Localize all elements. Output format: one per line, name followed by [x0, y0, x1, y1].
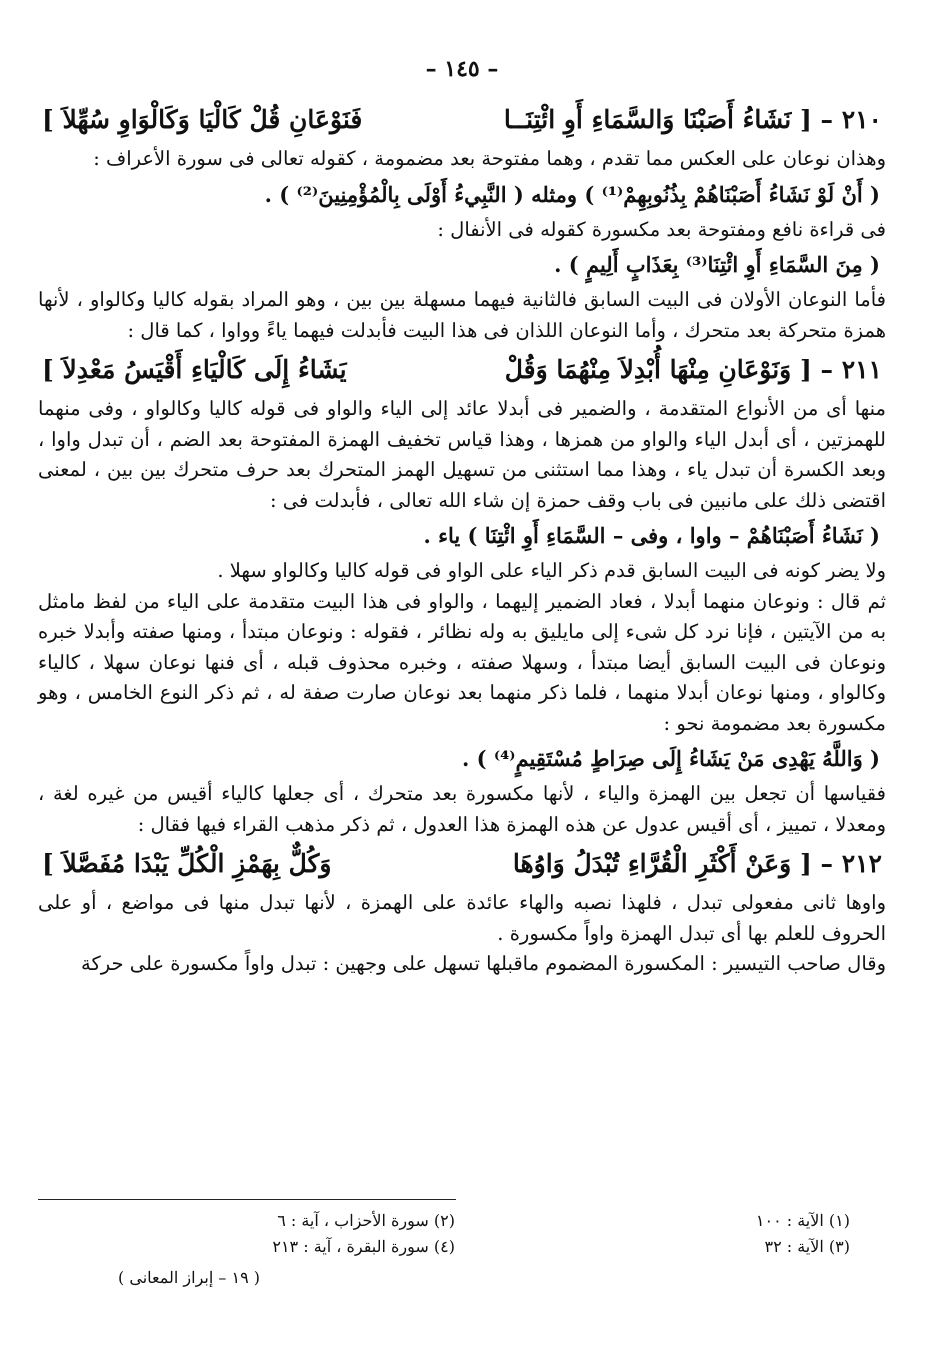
- footnote-4: (٤) سورة البقرة ، آية : ٢١٣: [272, 1237, 455, 1256]
- paragraph: وقال صاحب التيسير : المكسورة المضموم ماقبلها تسهل على وجهين : تبدل واواً مكسورة على حركة: [81, 952, 886, 975]
- paragraph: وهذان نوعان على العكس مما تقدم ، وهما مفتوحة بعد مضمومة ، كقوله تعالى فى سورة الأعراف :: [93, 147, 886, 170]
- page-number: – ١٤٥ –: [425, 56, 499, 82]
- footnotes: [60, 1208, 850, 1260]
- paragraph: ولا يضر كونه فى البيت السابق قدم ذكر الياء على الواو فى قوله كاليا وكالواو سهلا .: [217, 559, 886, 582]
- paragraph: فى قراءة نافع ومفتوحة بعد مكسورة كقوله فى الأنفال :: [437, 217, 886, 241]
- footnote-2: (٢) سورة الأحزاب ، آية : ٦: [277, 1211, 455, 1230]
- paragraph: فقياسها أن تجعل بين الهمزة والياء ، لأنها مكسورة بعد متحرك ، أى جعلها كالياء أقيس من غيره لغة ، ومعدلا ، تمييز ، أى أقيس عدول عن هذه الهمزة هذا العدول ، ثم ذكر مذهب القراء فيها فقال :: [38, 782, 886, 836]
- footnote-divider: [38, 1199, 456, 1200]
- footnote-3: (٣) الآية : ٣٢: [764, 1237, 850, 1256]
- verse-first-hemistich: ٢١٠ – [ نَشَاءُ أَصَبْنَا وَالسَّمَاءِ أَوِ ائْتِنَــا: [503, 105, 882, 134]
- verse-212: [38, 840, 886, 888]
- quranic-quote: ( مِنَ السَّمَاءِ أَوِ ائْتِنَا⁽³⁾ بِعَذَابٍ أَلِيمٍ ) .: [554, 252, 880, 277]
- verse-first-hemistich: ٢١٢ – [ وَعَنْ أَكْثَرِ الْقُرَّاءِ تُبْدَلُ وَاوُهَا: [512, 849, 882, 878]
- verse-second-hemistich: فَنَوْعَانِ قُلْ كَالْيَا وَكَالْوَاوِ سُهِّلاَ ]: [42, 105, 363, 134]
- verse-first-hemistich: ٢١١ – [ وَنَوْعَانِ مِنْهَا أُبْدِلاَ مِنْهُمَا وَقُلْ: [504, 355, 882, 384]
- verse-second-hemistich: يَشَاءُ إِلَى كَالْيَاءِ أَقْيَسُ مَعْدِلاَ ]: [42, 355, 347, 384]
- verse-211: [38, 346, 886, 394]
- footnote-row: [60, 1208, 850, 1234]
- verse-210: [38, 96, 886, 144]
- verse-second-hemistich: وَكُلٌّ بِهَمْزِ الْكُلِّ يَبْدَا مُفَصَّلاَ ]: [42, 849, 332, 878]
- quranic-quote: ( وَاللَّهُ يَهْدِى مَنْ يَشَاءُ إِلَى صِرَاطٍ مُسْتَقِيمٍ⁽⁴⁾ ) .: [461, 746, 880, 771]
- quranic-quote: ( أَنْ لَوْ نَشَاءُ أَصَبْنَاهُمْ بِذُنُوبِهِمْ⁽¹⁾ ) ومثله ( النَّبِيءُ أَوْلَى بِالْمُؤْمِنِينَ⁽²⁾ ) .: [264, 181, 880, 207]
- paragraph: واوها ثانى مفعولى تبدل ، فلهذا نصبه والهاء عائدة على الهمزة ، لأنها تبدل منها فى مواضع ، أو على الحروف للعلم بها أى تبدل الهمزة واواً مكسورة .: [38, 891, 886, 945]
- footnote-row: [60, 1234, 850, 1260]
- quranic-quote: ( نَشَاءُ أَصَبْنَاهُمْ – واوا ، وفى – السَّمَاءِ أَوِ ائْتِنَا ) ياء .: [423, 523, 880, 548]
- book-signature: ( ١٩ – إبراز المعانى ): [118, 1268, 260, 1287]
- paragraph: منها أى من الأنواع المتقدمة ، والضمير فى أبدلا عائد إلى الياء والواو فى قوله كاليا وكالواو ، وفى منهما للهمزتين ، أى أبدل الياء والواو من همزها ، وهذا قياس تخفيف الهمزة المفتوحة بعد الضم ، أن تبدل واوا ، وبعد الكسرة أن تبدل ياء ، وهذا مما استثنى من تسهيل الهمز المتحرك بعد حرف متحرك بين بين ، لمعنى اقتضى ذلك على مانبين فى باب وقف حمزة إن شاء الله تعالى ، فأبدلت فى :: [38, 397, 886, 512]
- page-body: [38, 52, 886, 1352]
- footnote-1: (١) الآية : ١٠٠: [755, 1211, 850, 1230]
- paragraph: ثم قال : ونوعان منهما أبدلا ، فعاد الضمير إليهما ، والواو فى هذا البيت متقدمة على الياء من لفظ مامثل به من الآيتين ، فإنا نرد كل شىء إلى مايليق به وله نظائر ، فقوله : ونوعان مبتدأ ، ومنها صفته وأبدلا خبره ونوعان فى البيت السابق أيضا مبتدأ ، وسهلا صفته ، وخبره محذوف قبله ، أى فنها نوعان سهلا ، كالياء وكالواو ، ومنها نوعان أبدلا منهما ، فلما ذكر منهما بعد نوعان صارت صفة له ، ثم ذكر النوع الخامس ، وهو مكسورة بعد مضمومة نحو :: [38, 589, 886, 735]
- paragraph: فأما النوعان الأولان فى البيت السابق فالثانية فيهما مسهلة بين بين ، وهو المراد بقوله كاليا وكالواو ، لأنها همزة متحركة بعد متحرك ، وأما النوعان اللذان فى هذا البيت فأبدلت فيهما ياءً وواوا ، كما قال :: [38, 288, 886, 342]
